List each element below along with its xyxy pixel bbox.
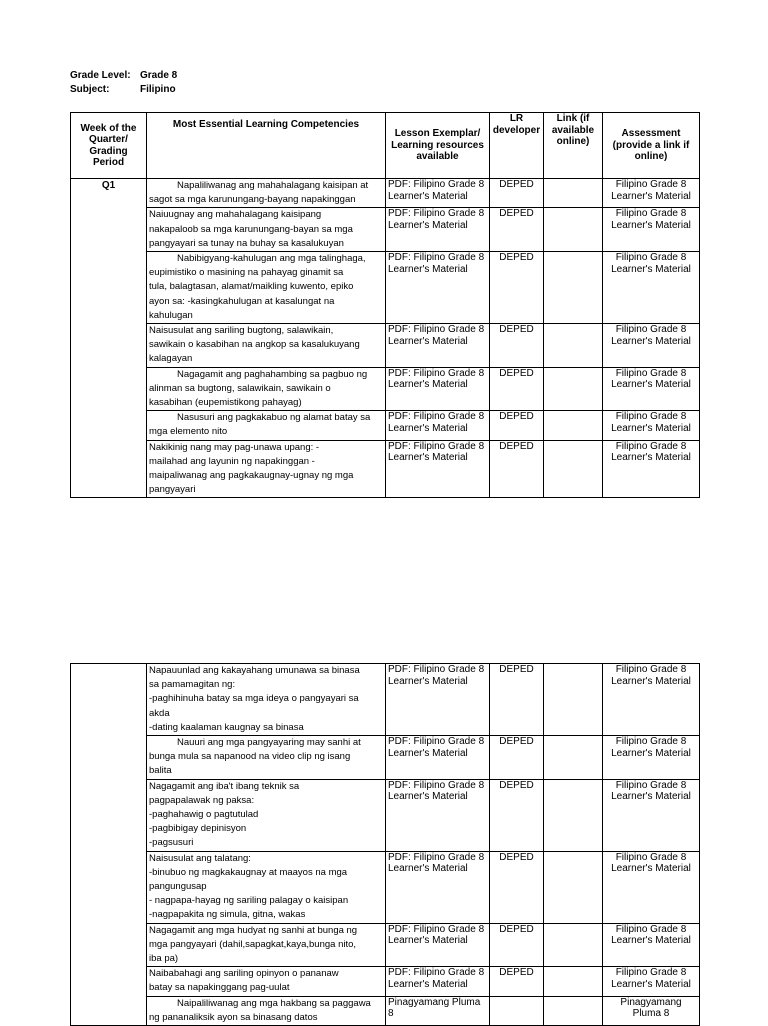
- competency-line: -nagpapakita ng simula, gitna, wakas: [149, 909, 306, 921]
- lesson-cell: Pinagyamang Pluma 8: [386, 996, 490, 1025]
- lr-cell: DEPED: [490, 208, 544, 252]
- competency-line: -pagsusuri: [149, 837, 194, 849]
- link-cell: [544, 996, 603, 1025]
- link-cell: [544, 367, 603, 411]
- subject-label: Subject:: [70, 84, 110, 95]
- competency-line: mga pangyayari (dahil,sapagkat,kaya,bunga nito,: [149, 938, 357, 950]
- competency-line: maipaliwanag ang pagkakaugnay-ugnay ng mga: [149, 470, 354, 482]
- assessment-cell: Filipino Grade 8 Learner's Material: [603, 324, 700, 368]
- competency-line: - nagpapa-hayag ng sariling palagay o kaisipan: [149, 895, 349, 907]
- competency-line: eupimistiko o masining na pahayag ginamit sa: [149, 267, 344, 279]
- link-cell: [544, 967, 603, 996]
- competency-line: Napauunlad ang kakayahang umunawa sa binasa: [149, 665, 360, 676]
- competency-cell: [147, 208, 386, 252]
- competency-line: Nasusuri ang pagkakabuo ng alamat batay sa: [177, 412, 371, 424]
- assessment-cell: Filipino Grade 8 Learner's Material: [603, 779, 700, 851]
- competency-line: alinman sa bugtong, salawikain, sawikain o: [149, 382, 331, 394]
- link-cell: [544, 440, 603, 498]
- competency-line: pangyayari: [149, 484, 196, 496]
- competency-cell: [147, 923, 386, 967]
- competency-line: bunga mula sa napanood na video clip ng isang: [149, 751, 351, 763]
- competency-line: -binubuo ng magkakaugnay at maayos na mga: [149, 866, 348, 878]
- link-cell: [544, 923, 603, 967]
- competency-line: mga elemento nito: [149, 426, 228, 438]
- table-row: [71, 779, 700, 851]
- week-cell: [71, 664, 147, 1026]
- competency-line: pangyayari sa tunay na buhay sa kasalukuyan: [149, 237, 344, 249]
- assessment-cell: Filipino Grade 8 Learner's Material: [603, 923, 700, 967]
- competency-cell: [147, 996, 386, 1025]
- lesson-cell: PDF: Filipino Grade 8 Learner's Material: [386, 664, 490, 736]
- link-cell: [544, 411, 603, 440]
- competency-cell: [147, 736, 386, 780]
- competency-line: pangungusap: [149, 881, 207, 893]
- link-cell: [544, 208, 603, 252]
- competency-line: Nakikinig nang may pag-unawa upang: -: [149, 441, 320, 453]
- table-row: [71, 967, 700, 996]
- competency-line: Naiuugnay ang mahahalagang kaisipang: [149, 209, 322, 221]
- competency-line: sawikain o kasabihan na angkop sa kasalukuyang: [149, 339, 360, 351]
- competency-line: Nauuri ang mga pangyayaring may sanhi at: [177, 737, 361, 749]
- competency-line: iba pa): [149, 953, 179, 965]
- assessment-cell: Filipino Grade 8 Learner's Material: [603, 440, 700, 498]
- assessment-cell: Filipino Grade 8 Learner's Material: [603, 179, 700, 208]
- lr-cell: DEPED: [490, 179, 544, 208]
- assessment-cell: Pinagyamang Pluma 8: [603, 996, 700, 1025]
- competency-cell: [147, 779, 386, 851]
- lr-cell: DEPED: [490, 967, 544, 996]
- lr-cell: DEPED: [490, 851, 544, 923]
- competency-cell: [147, 252, 386, 324]
- competency-line: kahulugan: [149, 309, 193, 321]
- lesson-cell: PDF: Filipino Grade 8 Learner's Material: [386, 208, 490, 252]
- assessment-cell: Filipino Grade 8 Learner's Material: [603, 967, 700, 996]
- competency-line: -dating kaalaman kaugnay sa binasa: [149, 721, 304, 733]
- link-cell: [544, 252, 603, 324]
- competency-line: pagpapalawak ng paksa:: [149, 794, 255, 806]
- lr-cell: DEPED: [490, 779, 544, 851]
- header-assessment: Assessment (provide a link if online): [603, 113, 700, 179]
- link-cell: [544, 324, 603, 368]
- competency-line: kasabihan (eupemistikong pahayag): [149, 397, 302, 409]
- lesson-cell: PDF: Filipino Grade 8 Learner's Material: [386, 367, 490, 411]
- competency-line: tula, balagtasan, alamat/maikling kuwento, epiko: [149, 281, 354, 293]
- assessment-cell: Filipino Grade 8 Learner's Material: [603, 208, 700, 252]
- table-row: [71, 851, 700, 923]
- table-header-row: [71, 113, 700, 179]
- lr-cell: DEPED: [490, 324, 544, 368]
- assessment-cell: Filipino Grade 8 Learner's Material: [603, 851, 700, 923]
- lesson-cell: PDF: Filipino Grade 8 Learner's Material: [386, 736, 490, 780]
- header-week: Week of the Quarter/ Grading Period: [71, 113, 147, 179]
- link-cell: [544, 779, 603, 851]
- competency-line: akda: [149, 707, 170, 719]
- assessment-cell: Filipino Grade 8 Learner's Material: [603, 252, 700, 324]
- competency-line: Nagagamit ang mga hudyat ng sanhi at bunga ng: [149, 924, 358, 936]
- competency-cell: [147, 851, 386, 923]
- competency-table-2: [70, 663, 700, 1026]
- table-row: [71, 208, 700, 252]
- competency-line: Nagagamit ang iba't ibang teknik sa: [149, 780, 300, 792]
- competency-line: ng pananaliksik ayon sa binasang datos: [149, 1011, 318, 1023]
- lesson-cell: PDF: Filipino Grade 8 Learner's Material: [386, 967, 490, 996]
- assessment-cell: Filipino Grade 8 Learner's Material: [603, 367, 700, 411]
- competency-cell: [147, 967, 386, 996]
- table-row: [71, 440, 700, 498]
- competency-cell: [147, 664, 386, 736]
- competency-line: -paghihinuha batay sa mga ideya o pangyayari sa: [149, 693, 359, 705]
- lesson-cell: PDF: Filipino Grade 8 Learner's Material: [386, 851, 490, 923]
- subject-value: Filipino: [140, 84, 176, 95]
- lr-cell: [490, 996, 544, 1025]
- competency-line: -pagbibigay depinisyon: [149, 823, 247, 835]
- lesson-cell: PDF: Filipino Grade 8 Learner's Material: [386, 324, 490, 368]
- competency-table-1: [70, 112, 700, 498]
- link-cell: [544, 736, 603, 780]
- lesson-cell: PDF: Filipino Grade 8 Learner's Material: [386, 179, 490, 208]
- link-cell: [544, 851, 603, 923]
- lesson-cell: PDF: Filipino Grade 8 Learner's Material: [386, 440, 490, 498]
- lesson-cell: PDF: Filipino Grade 8 Learner's Material: [386, 252, 490, 324]
- competency-cell: [147, 324, 386, 368]
- competency-line: nakapaloob sa mga karunungang-bayan sa mga: [149, 223, 353, 235]
- link-cell: [544, 179, 603, 208]
- competency-line: batay sa napakinggang pag-uulat: [149, 982, 290, 994]
- competency-line: balita: [149, 765, 172, 777]
- competency-line: Naibabahagi ang sariling opinyon o pananaw: [149, 968, 339, 980]
- assessment-cell: Filipino Grade 8 Learner's Material: [603, 736, 700, 780]
- competency-cell: [147, 179, 386, 208]
- competency-line: Napaliliwanag ang mahahalagang kaisipan at: [177, 180, 369, 191]
- lr-cell: DEPED: [490, 252, 544, 324]
- table-row: [71, 252, 700, 324]
- header-competencies: Most Essential Learning Competencies: [147, 113, 386, 179]
- competency-line: mailahad ang layunin ng napakinggan -: [149, 455, 315, 467]
- table-row: [71, 324, 700, 368]
- table-row: [71, 996, 700, 1025]
- table-row: [71, 179, 700, 208]
- header-lr: LR developer: [490, 113, 544, 179]
- competency-cell: [147, 411, 386, 440]
- assessment-cell: Filipino Grade 8 Learner's Material: [603, 664, 700, 736]
- lesson-cell: PDF: Filipino Grade 8 Learner's Material: [386, 779, 490, 851]
- assessment-cell: Filipino Grade 8 Learner's Material: [603, 411, 700, 440]
- grade-level-value: Grade 8: [140, 70, 178, 81]
- competency-line: Nagagamit ang paghahambing sa pagbuo ng: [177, 368, 368, 380]
- competency-line: Naisusulat ang sariling bugtong, salawikain,: [149, 325, 334, 337]
- table-row: [71, 664, 700, 736]
- competency-line: Naisusulat ang talatang:: [149, 852, 251, 864]
- competency-line: sa pamamagitan ng:: [149, 679, 236, 691]
- competency-line: -paghahawig o pagtutulad: [149, 809, 259, 821]
- table-row: [71, 736, 700, 780]
- lr-cell: DEPED: [490, 923, 544, 967]
- header-lesson: Lesson Exemplar/ Learning resources available: [386, 113, 490, 179]
- grade-level-line: [70, 69, 177, 83]
- grade-level-label: Grade Level:: [70, 70, 131, 81]
- lr-cell: DEPED: [490, 440, 544, 498]
- lr-cell: DEPED: [490, 367, 544, 411]
- subject-line: [70, 83, 176, 97]
- week-cell: Q1: [71, 179, 147, 498]
- competency-line: ayon sa: -kasingkahulugan at kasalungat na: [149, 295, 335, 307]
- lesson-cell: PDF: Filipino Grade 8 Learner's Material: [386, 411, 490, 440]
- table-row: [71, 367, 700, 411]
- competency-line: kalagayan: [149, 353, 193, 365]
- lr-cell: DEPED: [490, 411, 544, 440]
- header-link: Link (if available online): [544, 113, 603, 179]
- table-row: [71, 411, 700, 440]
- table-row: [71, 923, 700, 967]
- lr-cell: DEPED: [490, 736, 544, 780]
- lr-cell: DEPED: [490, 664, 544, 736]
- competency-line: Nabibigyang-kahulugan ang mga talinghaga,: [177, 253, 366, 265]
- competency-line: Naipaliliwanag ang mga hakbang sa paggawa: [177, 997, 371, 1009]
- lesson-cell: PDF: Filipino Grade 8 Learner's Material: [386, 923, 490, 967]
- competency-cell: [147, 367, 386, 411]
- competency-cell: [147, 440, 386, 498]
- competency-line: sagot sa mga karunungang-bayang napakinggan: [149, 194, 356, 206]
- link-cell: [544, 664, 603, 736]
